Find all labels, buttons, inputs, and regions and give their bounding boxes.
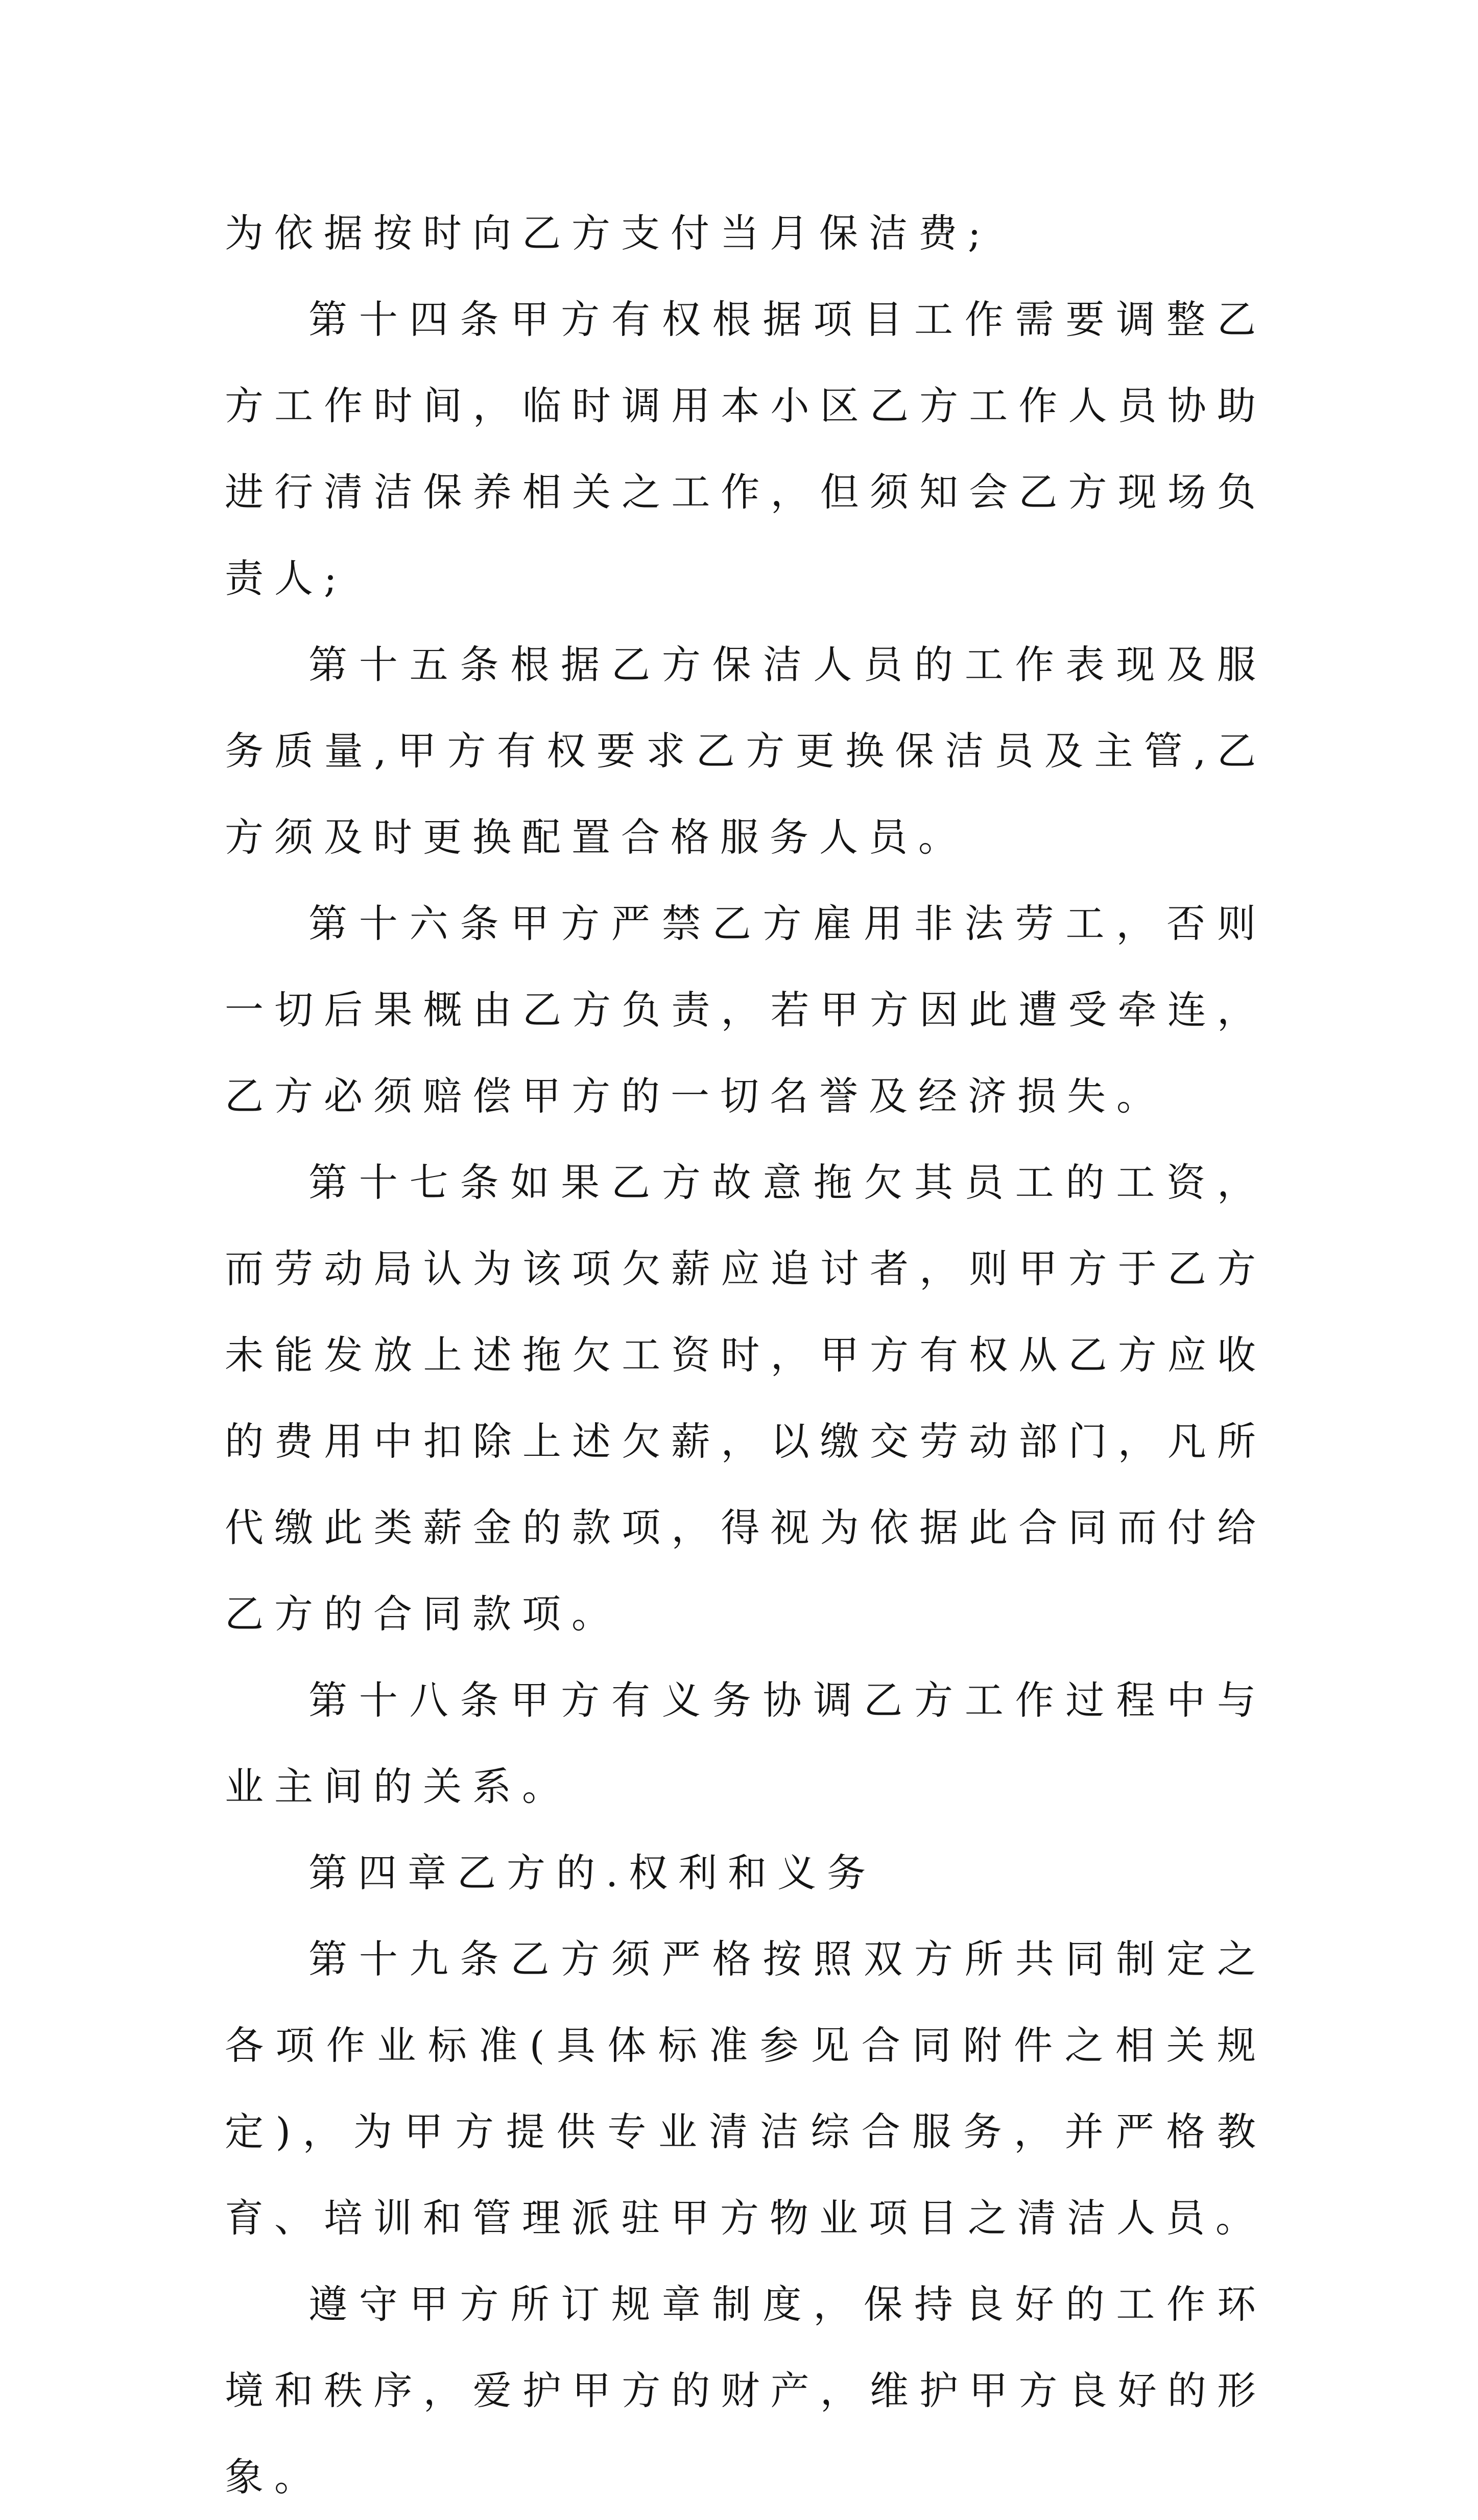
paragraph-article-19: 第十九条乙方须严格按照双方所共同制定之各项作业标准(具体标准参见合同附件之相关规定)，为甲方提供专业清洁综合服务，并严格教育、培训和管理派驻甲方物业项目之清洁人员。: [225, 1936, 1267, 2241]
paragraph-article-18: 第十八条甲方有义务协调乙方工作过程中与业主间的关系。: [225, 1677, 1267, 1809]
chapter-heading: 第四章乙方的.权利和义务: [308, 1850, 877, 1895]
paragraph-article-16: 第十六条甲方严禁乙方雇用非法劳工，否则一切后果概由乙方负责，若甲方因此遭受牵连，乙方必须赔偿甲方的一切名誉及经济损失。: [225, 901, 1267, 1119]
document-body: [225, 190, 1267, 2520]
paragraph-article-17: 第十七条如果乙方故意拖欠其员工的工资，而劳动局认为该项欠薪应追讨者，则甲方于乙方未能发放上述拖欠工资时，甲方有权从乙方应收的费用中扣除上述欠薪，以缴交劳动部门，凡所代缴此类薪金的款项，得视为依据此合同而付给乙方的合同款项。: [225, 1160, 1267, 1637]
paragraph-article-15: 第十五条根据乙方保洁人员的工作表现及服务质量,甲方有权要求乙方更换保洁员及主管,乙方须及时更换配置合格服务人员。: [225, 642, 1267, 860]
paragraph-continuation: 为依据按时向乙方支付当月保洁费;: [225, 210, 992, 256]
paragraph-article-14: 第十四条甲方有权根据项目工作需要调整乙方工作时间，临时调用本小区乙方工作人员协助进行清洁保养相关之工作，但须知会乙方现场负责人;: [225, 297, 1267, 601]
paragraph-obligations: 遵守甲方所订规章制度，保持良好的工作环境和秩序，爱护甲方的财产，维护甲方良好的形象。: [225, 2282, 1267, 2500]
